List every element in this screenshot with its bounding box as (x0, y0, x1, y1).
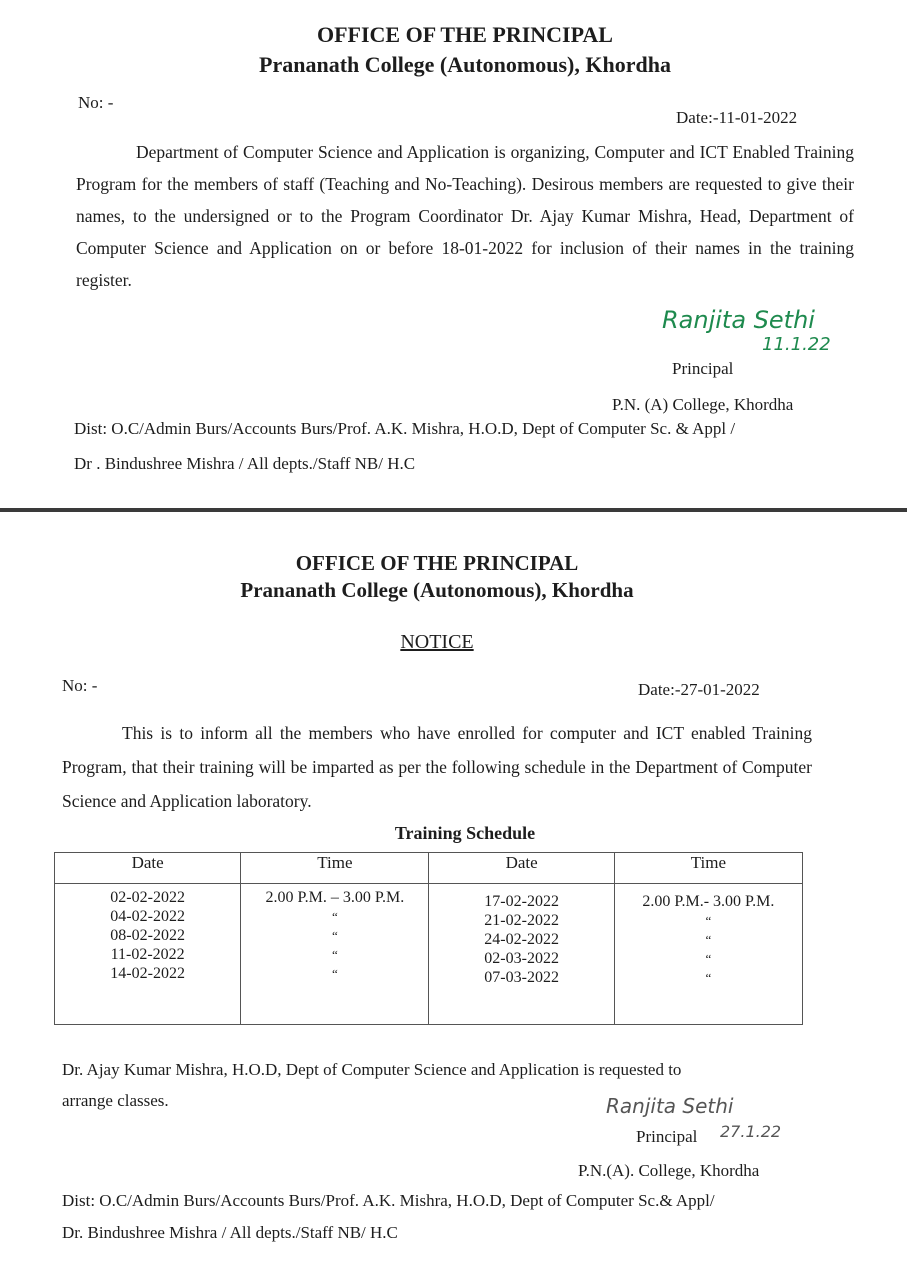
notice-body-text: Department of Computer Science and Application is organizing, Computer and ICT Enabled Training Program for the members of staff (Teaching and No-Teaching). Desirous members are requested to give their names, to the undersigned or to the Program Coordinator Dr. Ajay Kumar Mishra, Head, Department of Computer Science and Application on or before 18-01-2022 for inclusion of their names in the training register. (76, 142, 854, 290)
principal-signature: Ranjita Sethi (606, 1094, 734, 1118)
reference-number: No: - (62, 676, 98, 695)
ditto-mark: “ (705, 970, 712, 985)
header-time-2: Time (614, 853, 802, 884)
ditto-mark: “ (705, 913, 712, 928)
schedule-date: 11-02-2022 (110, 946, 185, 963)
ditto-mark: “ (331, 947, 338, 962)
schedule-date: 24-02-2022 (484, 931, 559, 948)
ditto-mark: “ (331, 909, 338, 924)
notice-date: Date:-11-01-2022 (676, 108, 798, 127)
college-name: Prananath College (Autonomous), Khordha (240, 578, 634, 602)
request-line-2: arrange classes. (62, 1091, 169, 1110)
schedule-title: Training Schedule (394, 823, 536, 843)
header-date-1: Date (55, 853, 241, 884)
schedule-date: 04-02-2022 (110, 908, 185, 925)
schedule-date: 21-02-2022 (484, 912, 559, 929)
signature-date: 11.1.22 (762, 334, 831, 355)
dates-column-2 (429, 884, 614, 1025)
table-row (55, 884, 803, 1025)
dates-column-1 (55, 884, 241, 1025)
signatory-title: Principal (672, 359, 734, 378)
times-column-1 (241, 884, 429, 1025)
request-line-1: Dr. Ajay Kumar Mishra, H.O.D, Dept of Computer Science and Application is requested to (62, 1060, 682, 1079)
schedule-date: 02-03-2022 (484, 950, 559, 967)
ditto-mark: “ (705, 932, 712, 947)
office-title: OFFICE OF THE PRINCIPAL (316, 22, 613, 47)
ditto-mark: “ (705, 951, 712, 966)
reference-number: No: - (78, 93, 114, 112)
header-time-1: Time (241, 853, 429, 884)
principal-signature: Ranjita Sethi (662, 306, 815, 334)
ditto-mark: “ (331, 928, 338, 943)
distribution-line-1: Dist: O.C/Admin Burs/Accounts Burs/Prof. A.K. Mishra, H.O.D, Dept of Computer Sc.& Appl/ (62, 1191, 715, 1210)
schedule-date: 07-03-2022 (484, 969, 559, 986)
notice-separator (0, 508, 907, 512)
notice-body-text: This is to inform all the members who have enrolled for computer and ICT enabled Training Program, that their training will be imparted as per the following schedule in the Department of Computer Science and Application laboratory. (62, 723, 812, 811)
distribution-line-1: Dist: O.C/Admin Burs/Accounts Burs/Prof. A.K. Mishra, H.O.D, Dept of Computer Sc. & Appl / (74, 419, 736, 438)
signatory-title: Principal (636, 1127, 698, 1146)
notice-date: Date:-27-01-2022 (638, 680, 760, 699)
header-date-2: Date (429, 853, 614, 884)
schedule-date: 17-02-2022 (484, 893, 559, 910)
distribution-line-2: Dr. Bindushree Mishra / All depts./Staff NB/ H.C (62, 1223, 398, 1242)
schedule-date: 02-02-2022 (110, 889, 185, 906)
training-schedule-table (54, 852, 803, 1025)
times-column-2 (614, 884, 802, 1025)
notice-body (76, 136, 854, 296)
distribution-line-2: Dr . Bindushree Mishra / All depts./Staff NB/ H.C (74, 454, 416, 473)
notice-training-schedule (0, 514, 907, 1280)
signature-date: 27.1.22 (720, 1122, 782, 1141)
office-title: OFFICE OF THE PRINCIPAL (295, 551, 579, 575)
schedule-date: 08-02-2022 (110, 927, 185, 944)
signatory-org: P.N.(A). College, Khordha (578, 1161, 760, 1180)
ditto-mark: “ (331, 966, 338, 981)
notice-heading: NOTICE (400, 631, 474, 653)
schedule-time: 2.00 P.M. – 3.00 P.M. (265, 889, 405, 906)
table-header-row (55, 853, 803, 884)
schedule-date: 14-02-2022 (110, 965, 185, 982)
signatory-org: P.N. (A) College, Khordha (612, 395, 794, 414)
college-name: Prananath College (Autonomous), Khordha (259, 52, 671, 77)
notice-training-registration (0, 0, 907, 508)
notice-body (62, 716, 812, 818)
schedule-time: 2.00 P.M.- 3.00 P.M. (642, 893, 775, 910)
